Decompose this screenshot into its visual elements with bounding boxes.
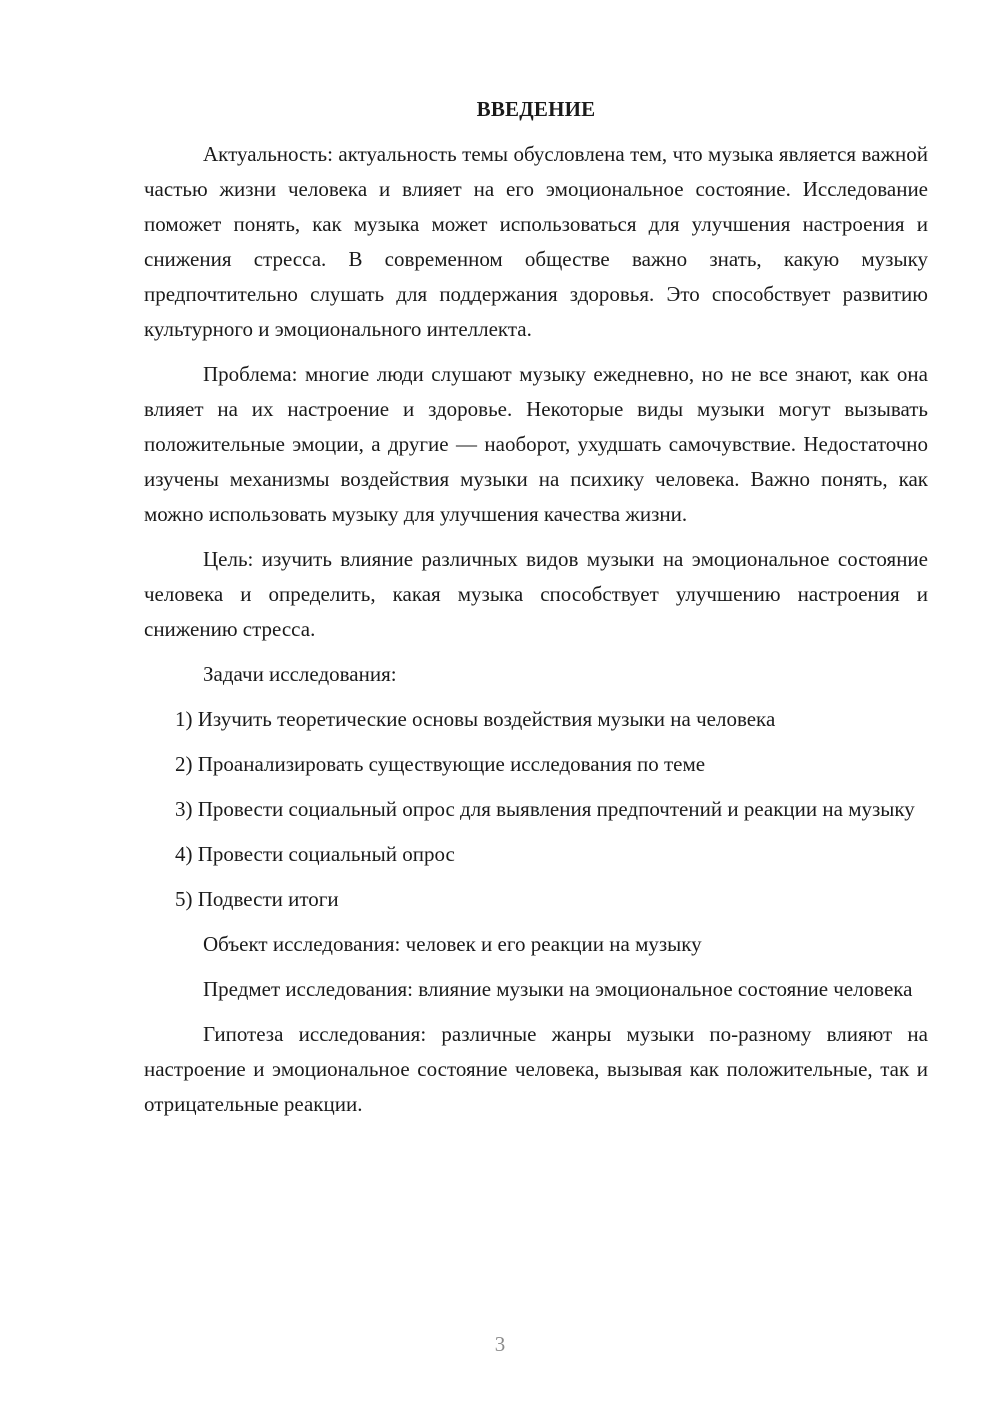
problem-paragraph: Проблема: многие люди слушают музыку ежедневно, но не все знают, как она влияет на их настроение и здоровье. Некоторые виды музыки могут вызывать положительные эмоции, а другие — наоборот, ухудшать самочувствие. Недостаточно изучены механизмы воздействия музыки на психику человека. Важно понять, как можно использовать музыку для улучшения качества жизни.	[144, 362, 928, 526]
page-title: ВВЕДЕНИЕ	[476, 97, 596, 121]
list-item: 2) Проанализировать существующие исследования по теме	[175, 752, 706, 776]
hypothesis-paragraph: Гипотеза исследования: различные жанры музыки по-разному влияют на настроение и эмоциональное состояние человека, вызывая как положительные, так и отрицательные реакции.	[144, 1022, 928, 1116]
tasks-heading: Задачи исследования:	[203, 662, 397, 686]
page-number: 3	[494, 1332, 506, 1356]
relevance-paragraph: Актуальность: актуальность темы обусловлена тем, что музыка является важной частью жизни человека и влияет на его эмоциональное состояние. Исследование поможет понять, как музыка может использоваться для улучшения настроения и снижения стресса. В современном обществе важно знать, какую музыку предпочтительно слушать для поддержания здоровья. Это способствует развитию культурного и эмоционального интеллекта.	[144, 142, 928, 341]
object-paragraph: Объект исследования: человек и его реакции на музыку	[203, 932, 702, 956]
subject-paragraph: Предмет исследования: влияние музыки на эмоциональное состояние человека	[203, 977, 913, 1001]
list-item: 4) Провести социальный опрос	[175, 842, 455, 866]
list-item: 1) Изучить теоретические основы воздействия музыки на человека	[175, 707, 776, 731]
list-item: 5) Подвести итоги	[175, 887, 339, 911]
goal-paragraph: Цель: изучить влияние различных видов музыки на эмоциональное состояние человека и определить, какая музыка способствует улучшению настроения и снижению стресса.	[144, 547, 928, 641]
document-body	[144, 92, 928, 1122]
list-item: 3) Провести социальный опрос для выявления предпочтений и реакции на музыку	[175, 797, 915, 821]
